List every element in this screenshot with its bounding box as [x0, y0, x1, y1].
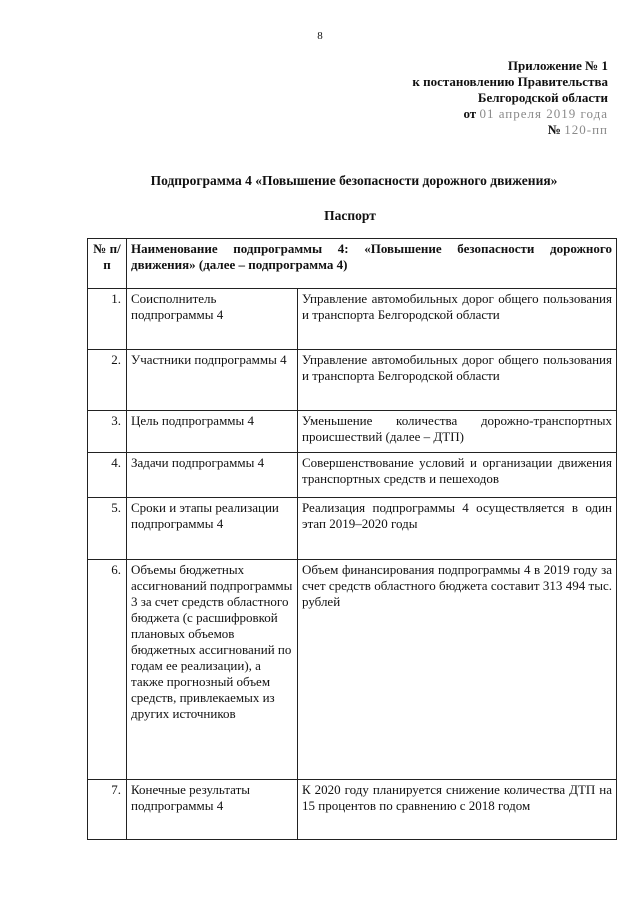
table-row [88, 289, 617, 350]
table-row [88, 780, 617, 840]
row-number: 7. [88, 780, 127, 840]
row-name: Задачи подпрограммы 4 [127, 453, 298, 498]
row-value: К 2020 году планируется снижение количества ДТП на 15 процентов по сравнению с 2018 годом [298, 780, 617, 840]
row-value: Управление автомобильных дорог общего пользования и транспорта Белгородской области [298, 350, 617, 411]
passport-table [87, 238, 617, 840]
row-name: Сроки и этапы реализации подпрограммы 4 [127, 498, 298, 560]
table-row [88, 350, 617, 411]
appendix-line-2: к постановлению Правительства [412, 74, 608, 89]
appendix-date-value: 01 апреля 2019 года [479, 106, 608, 121]
table-header-row [88, 239, 617, 289]
row-name: Соисполнитель подпрограммы 4 [127, 289, 298, 350]
appendix-date [380, 106, 608, 122]
row-value: Совершенствование условий и организации движения транспортных средств и пешеходов [298, 453, 617, 498]
row-number: 5. [88, 498, 127, 560]
row-name: Конечные результаты подпрограммы 4 [127, 780, 298, 840]
row-number: 1. [88, 289, 127, 350]
document-title: Подпрограмма 4 «Повышение безопасности дорожного движения» [150, 173, 558, 188]
appendix-header [380, 58, 608, 138]
table-row [88, 560, 617, 780]
page-number: 8 [317, 30, 323, 42]
appendix-number-value: 120-пп [564, 122, 608, 137]
row-value: Реализация подпрограммы 4 осуществляется в один этап 2019–2020 годы [298, 498, 617, 560]
header-name-cell: Наименование подпрограммы 4: «Повышение безопасности дорожного движения» (далее – подпрограмма 4) [127, 239, 617, 289]
row-number: 2. [88, 350, 127, 411]
table-row [88, 498, 617, 560]
appendix-line-3: Белгородской области [477, 90, 608, 105]
header-num-cell: № п/п [88, 239, 127, 289]
row-value: Управление автомобильных дорог общего пользования и транспорта Белгородской области [298, 289, 617, 350]
appendix-date-prefix: от [463, 106, 477, 121]
document-subtitle: Паспорт [324, 208, 376, 223]
table-row [88, 453, 617, 498]
row-name: Цель подпрограммы 4 [127, 411, 298, 453]
row-value: Уменьшение количества дорожно-транспортных происшествий (далее – ДТП) [298, 411, 617, 453]
table-row [88, 411, 617, 453]
row-number: 6. [88, 560, 127, 780]
row-name: Объемы бюджетных ассигнований подпрограммы 3 за счет средств областного бюджета (с расшифровкой плановых объемов бюджетных ассигнований по годам ее реализации), а также прогнозный объем средств, привлекаемых из других источников [127, 560, 298, 780]
row-number: 3. [88, 411, 127, 453]
row-number: 4. [88, 453, 127, 498]
appendix-number-prefix: № [547, 122, 561, 137]
row-value: Объем финансирования подпрограммы 4 в 2019 году за счет средств областного бюджета составит 313 494 тыс. рублей [298, 560, 617, 780]
appendix-number [380, 122, 608, 138]
row-name: Участники подпрограммы 4 [127, 350, 298, 411]
appendix-line-1: Приложение № 1 [507, 58, 608, 73]
